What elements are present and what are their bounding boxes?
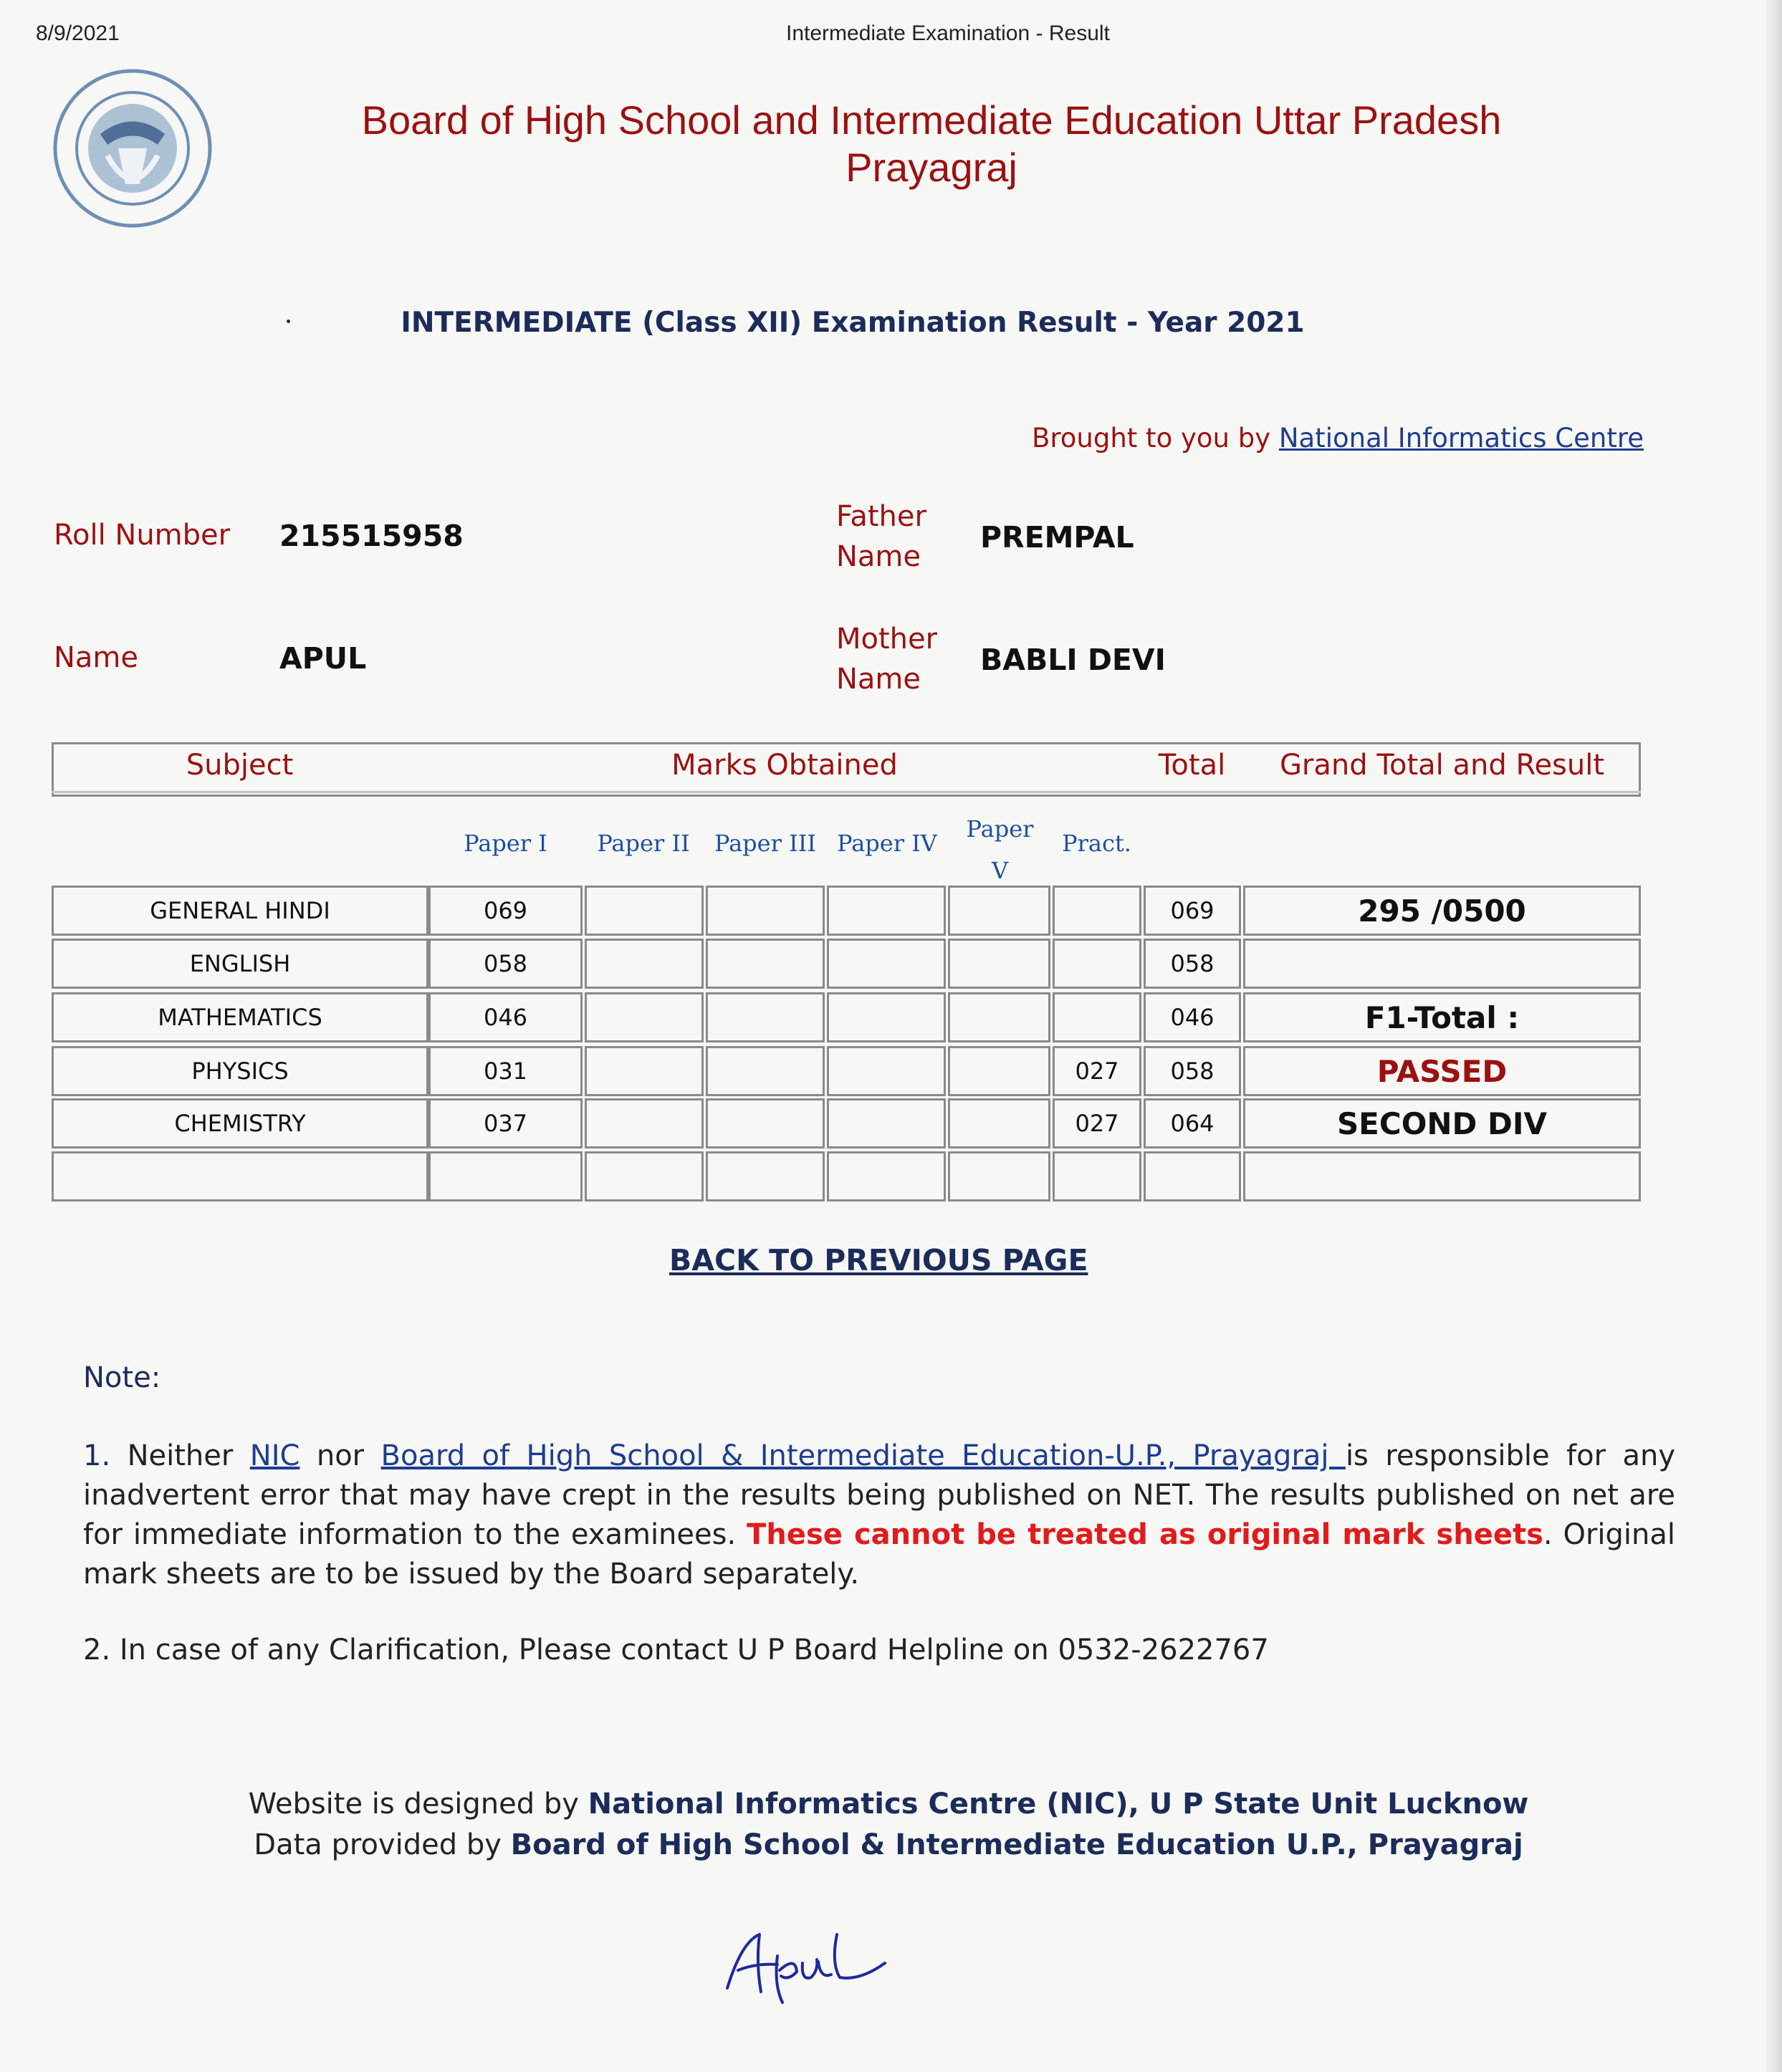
cell-result: F1-Total :: [1243, 992, 1641, 1042]
cell-p1: 058: [428, 939, 583, 989]
note-1-number: 1.: [83, 1439, 111, 1472]
cell-p3: [706, 939, 825, 989]
cell-pract: 027: [1053, 1046, 1141, 1096]
cell-p1: [428, 1151, 583, 1202]
footer-designed-by: National Informatics Centre (NIC), U P State Unit Lucknow: [588, 1788, 1529, 1821]
cell-p3: [706, 992, 825, 1042]
note-1: [83, 1437, 1675, 1594]
cell-total: 069: [1144, 886, 1241, 936]
subheader-paper-1: Paper I: [464, 830, 547, 857]
father-label-line-1: Father: [836, 500, 926, 533]
note-1-text-b: nor: [300, 1439, 381, 1472]
cell-pract: 027: [1053, 1098, 1141, 1148]
subheader-paper-4: Paper IV: [837, 830, 937, 857]
cell-p5: [948, 1151, 1050, 1202]
subheader-practical: Pract.: [1062, 830, 1131, 857]
print-page-title: Intermediate Examination - Result: [786, 21, 1110, 45]
cell-subject: GENERAL HINDI: [52, 886, 428, 936]
results-header-rule: [52, 791, 1641, 793]
cell-total: 064: [1144, 1098, 1241, 1148]
up-government-seal-logo: [50, 66, 215, 231]
note-2: 2. In case of any Clarification, Please contact U P Board Helpline on 0532-2622767: [83, 1634, 1269, 1666]
subheader-paper-5-line-2: V: [991, 857, 1009, 884]
cell-p2: [585, 992, 704, 1042]
board-title: [258, 97, 1605, 191]
cell-p4: [827, 1151, 946, 1202]
cell-p1: 046: [428, 992, 583, 1042]
note-1-text-a: Neither: [110, 1439, 250, 1472]
note-1-text-c: is responsible for any inadvertent error that may have crept in the results being published on NET. The results published on net are for immediate information to the examinees.: [83, 1439, 1675, 1551]
footer-data-by: Board of High School & Intermediate Education U.P., Prayagraj: [510, 1828, 1523, 1861]
cell-p2: [585, 1151, 704, 1202]
footer-designed-by-prefix: Website is designed by: [248, 1788, 588, 1821]
board-title-line-2: Prayagraj: [846, 145, 1017, 190]
cell-p5: [948, 1098, 1050, 1148]
subheader-paper-3: Paper III: [714, 830, 816, 857]
cell-p3: [706, 1098, 825, 1148]
mother-label-line-1: Mother: [836, 623, 938, 656]
cell-p5: [948, 1046, 1050, 1096]
footer-line-2: [179, 1825, 1598, 1866]
cell-result: SECOND DIV: [1243, 1098, 1641, 1148]
note-1-text-d: . Original mark sheets are to be issued by the Board separately.: [83, 1518, 1676, 1591]
mother-label-line-2: Name: [836, 663, 921, 696]
cell-p2: [585, 1046, 704, 1096]
footer-line-1: [179, 1784, 1598, 1825]
footer: [179, 1784, 1598, 1866]
subheader-paper-5: [948, 808, 1052, 891]
cell-pract: [1053, 939, 1141, 989]
mother-name-label: [836, 619, 937, 699]
cell-p1: 037: [428, 1098, 583, 1148]
father-name-label: [836, 497, 926, 577]
name-value: APUL: [279, 641, 367, 676]
subheader-paper-5-line-1: Paper: [966, 815, 1034, 843]
back-to-previous-page-link[interactable]: BACK TO PREVIOUS PAGE: [669, 1243, 1088, 1277]
cell-subject: PHYSICS: [52, 1046, 428, 1096]
footer-data-by-prefix: Data provided by: [254, 1828, 511, 1861]
cell-p1: 069: [428, 886, 583, 936]
cell-p2: [585, 1098, 704, 1148]
note-board-link[interactable]: Board of High School & Intermediate Education-U.P., Prayagraj: [380, 1439, 1346, 1472]
brought-by-prefix: Brought to you by: [1031, 423, 1279, 454]
cell-pract: [1053, 1151, 1141, 1202]
exam-title: INTERMEDIATE (Class XII) Examination Result - Year 2021: [401, 307, 1305, 339]
cell-p2: [585, 939, 704, 989]
note-nic-link[interactable]: NIC: [249, 1439, 300, 1472]
cell-p4: [827, 939, 946, 989]
cell-p4: [827, 886, 946, 936]
cell-total: 058: [1144, 1046, 1241, 1096]
header-subject: Subject: [186, 749, 294, 782]
note-1-warning: These cannot be treated as original mark sheets: [747, 1518, 1543, 1551]
name-label: Name: [54, 641, 139, 674]
header-marks-obtained: Marks Obtained: [671, 749, 898, 782]
cell-p3: [706, 1151, 825, 1202]
cell-p5: [948, 939, 1050, 989]
cell-result: [1243, 939, 1641, 989]
cell-p4: [827, 992, 946, 1042]
header-total: Total: [1158, 749, 1226, 782]
cell-total: 046: [1144, 992, 1241, 1042]
cell-result: 295 /0500: [1243, 886, 1641, 936]
cell-subject: ENGLISH: [52, 939, 428, 989]
page-edge-shadow: [1766, 0, 1782, 2072]
father-name-value: PREMPAL: [980, 520, 1134, 555]
cell-subject: CHEMISTRY: [52, 1098, 428, 1148]
cell-p2: [585, 886, 704, 936]
cell-p4: [827, 1046, 946, 1096]
cell-p5: [948, 992, 1050, 1042]
note-heading: Note:: [83, 1361, 161, 1394]
cell-p3: [706, 886, 825, 936]
cell-result: PASSED: [1243, 1046, 1641, 1096]
mother-name-value: BABLI DEVI: [980, 643, 1166, 677]
brought-by: [1032, 423, 1644, 454]
board-title-line-1: Board of High School and Intermediate Education Uttar Pradesh: [361, 97, 1502, 143]
print-date: 8/9/2021: [36, 21, 120, 45]
cell-p3: [706, 1046, 825, 1096]
cell-p4: [827, 1098, 946, 1148]
cell-pract: [1053, 992, 1141, 1042]
header-grand-total: Grand Total and Result: [1279, 749, 1605, 782]
cell-subject: MATHEMATICS: [52, 992, 428, 1042]
father-label-line-2: Name: [836, 540, 921, 573]
roll-number-value: 215515958: [279, 519, 464, 553]
cell-total: 058: [1144, 939, 1241, 989]
handwritten-signature: [717, 1920, 903, 2006]
cell-p1: 031: [428, 1046, 583, 1096]
subheader-paper-2: Paper II: [597, 830, 690, 857]
cell-subject: [52, 1151, 428, 1202]
cell-pract: [1053, 886, 1141, 936]
cell-p5: [948, 886, 1050, 936]
cell-result: [1243, 1151, 1641, 1202]
nic-link[interactable]: National Informatics Centre: [1278, 423, 1644, 454]
roll-number-label: Roll Number: [54, 519, 231, 552]
cell-total: [1144, 1151, 1241, 1202]
